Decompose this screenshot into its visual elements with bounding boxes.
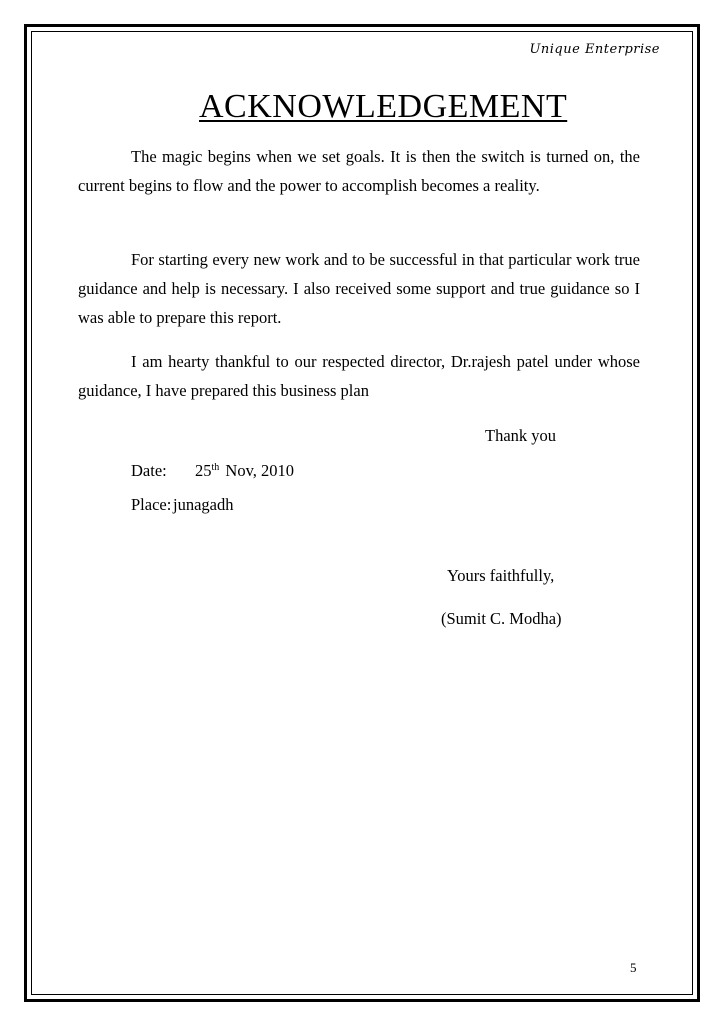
place-label: Place: xyxy=(131,495,172,514)
date-suffix: th xyxy=(211,461,220,473)
thank-you-text: Thank you xyxy=(485,426,557,445)
document-title: ACKNOWLEDGEMENT xyxy=(199,88,568,125)
page-number: 5 xyxy=(630,960,637,975)
paragraph-1: The magic begins when we set goals. It is then the switch is turned on, the current begins to flow and the power to accomplish becomes a reality. xyxy=(78,147,640,195)
date-rest: Nov, 2010 xyxy=(225,461,295,480)
date-value xyxy=(195,460,294,482)
header-company-name: Unique Enterprise xyxy=(529,42,660,57)
paragraph-2: For starting every new work and to be successful in that particular work true guidance and help is necessary. I also received some support and true guidance so I was able to prepare this report. xyxy=(78,250,640,327)
paragraph-3: I am hearty thankful to our respected director, Dr.rajesh patel under whose guidance, I have prepared this business plan xyxy=(78,352,640,400)
date-day: 25 xyxy=(195,461,212,480)
signature-name: (Sumit C. Modha) xyxy=(441,609,562,628)
place-value: junagadh xyxy=(173,495,234,514)
closing-text: Yours faithfully, xyxy=(447,566,555,585)
date-label: Date: xyxy=(131,461,167,480)
